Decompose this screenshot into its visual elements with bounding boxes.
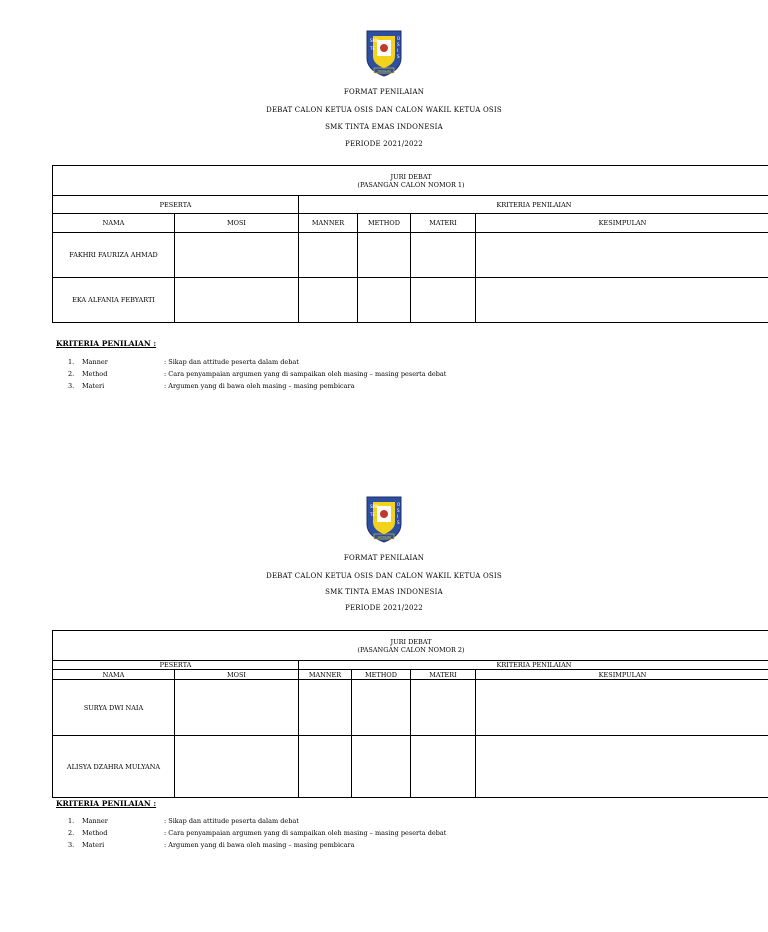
criteria-description: : Cara penyampaian argumen yang di sampaikan oleh masing – masing peserta debat: [164, 370, 447, 378]
criteria-title: KRITERIA PENILAIAN :: [56, 339, 157, 348]
criteria-description: : Argumen yang di bawa oleh masing – masing pembicara: [164, 382, 355, 390]
svg-text:S: S: [397, 54, 400, 59]
mosi-cell[interactable]: [175, 736, 299, 798]
jury-title: JURI DEBAT: [390, 172, 432, 181]
manner-score-cell[interactable]: [299, 278, 358, 323]
pair-label: (PASANGAN CALON NOMOR 1): [357, 180, 465, 189]
svg-text:TE: TE: [370, 512, 375, 517]
svg-text:TE: TE: [370, 46, 375, 51]
assessment-table: [52, 165, 768, 323]
criteria-description: : Cara penyampaian argumen yang di sampaikan oleh masing – masing peserta debat: [164, 829, 447, 837]
mosi-cell[interactable]: [175, 233, 299, 278]
criteria-name: Manner: [82, 817, 108, 825]
kesimpulan-cell[interactable]: [476, 736, 768, 798]
participant-name: ALISYA DZAHRA MULYANA: [53, 736, 175, 798]
kriteria-header: KRITERIA PENILAIAN: [299, 661, 768, 670]
assessment-table: [52, 630, 768, 798]
participant-name: SURYA DWI NAIA: [53, 680, 175, 736]
table-row: [53, 233, 768, 278]
column-header-materi: MATERI: [411, 214, 476, 233]
manner-score-cell[interactable]: [299, 736, 352, 798]
peserta-header: PESERTA: [53, 661, 299, 670]
osis-logo: [364, 494, 404, 544]
materi-score-cell[interactable]: [411, 233, 476, 278]
manner-score-cell[interactable]: [299, 233, 358, 278]
table-row: [53, 736, 768, 798]
table-row: [53, 680, 768, 736]
jury-header: [53, 631, 768, 661]
form-subtitle: DEBAT CALON KETUA OSIS DAN CALON WAKIL KETUA OSIS: [266, 106, 502, 114]
column-header-mosi: MOSI: [175, 214, 299, 233]
method-score-cell[interactable]: [352, 736, 411, 798]
column-header-nama: NAMA: [53, 214, 175, 233]
pair-label: (PASANGAN CALON NOMOR 2): [357, 645, 465, 654]
column-header-materi: MATERI: [411, 670, 476, 680]
school-name: SMK TINTA EMAS INDONESIA: [325, 588, 443, 596]
criteria-name: Materi: [82, 841, 105, 849]
method-score-cell[interactable]: [358, 278, 411, 323]
school-name: SMK TINTA EMAS INDONESIA: [325, 123, 443, 131]
criteria-number: 2.: [68, 370, 75, 378]
materi-score-cell[interactable]: [411, 278, 476, 323]
svg-text:SMK: SMK: [370, 504, 379, 509]
participant-name: FAKHRI FAURIZA AHMAD: [53, 233, 175, 278]
materi-score-cell[interactable]: [411, 680, 476, 736]
criteria-number: 1.: [68, 358, 75, 366]
svg-text:O: O: [397, 36, 401, 41]
method-score-cell[interactable]: [352, 680, 411, 736]
kesimpulan-cell[interactable]: [476, 680, 768, 736]
column-header-nama: NAMA: [53, 670, 175, 680]
svg-text:YAYASAN: YAYASAN: [377, 69, 391, 73]
form-subtitle: DEBAT CALON KETUA OSIS DAN CALON WAKIL KETUA OSIS: [266, 572, 502, 580]
svg-text:O: O: [397, 502, 401, 507]
svg-text:SMK: SMK: [370, 38, 379, 43]
criteria-name: Method: [82, 829, 108, 837]
criteria-description: : Argumen yang di bawa oleh masing – masing pembicara: [164, 841, 355, 849]
svg-text:YAYASAN: YAYASAN: [377, 535, 391, 539]
period-label: PERIODE 2021/2022: [345, 140, 423, 148]
criteria-number: 3.: [68, 382, 75, 390]
column-header-kesimpulan: KESIMPULAN: [476, 214, 768, 233]
table-row: [53, 278, 768, 323]
period-label: PERIODE 2021/2022: [345, 604, 423, 612]
materi-score-cell[interactable]: [411, 736, 476, 798]
svg-text:S: S: [397, 42, 400, 47]
criteria-number: 2.: [68, 829, 75, 837]
form-title: FORMAT PENILAIAN: [343, 554, 425, 562]
manner-score-cell[interactable]: [299, 680, 352, 736]
criteria-name: Materi: [82, 382, 105, 390]
participant-name: EKA ALFANIA FEBYARTI: [53, 278, 175, 323]
svg-text:I: I: [397, 514, 399, 519]
criteria-name: Method: [82, 370, 108, 378]
column-header-method: METHOD: [358, 214, 411, 233]
kriteria-header: KRITERIA PENILAIAN: [299, 196, 768, 214]
method-score-cell[interactable]: [358, 233, 411, 278]
osis-logo: [364, 28, 404, 78]
peserta-header: PESERTA: [53, 196, 299, 214]
criteria-title: KRITERIA PENILAIAN :: [56, 799, 157, 808]
column-header-kesimpulan: KESIMPULAN: [476, 670, 768, 680]
criteria-number: 3.: [68, 841, 75, 849]
form-title: FORMAT PENILAIAN: [343, 88, 425, 96]
svg-text:I: I: [397, 48, 399, 53]
mosi-cell[interactable]: [175, 278, 299, 323]
jury-header: [53, 166, 768, 196]
mosi-cell[interactable]: [175, 680, 299, 736]
column-header-manner: MANNER: [299, 214, 358, 233]
criteria-description: : Sikap dan attitude peserta dalam debat: [164, 817, 299, 825]
column-header-manner: MANNER: [299, 670, 352, 680]
column-header-mosi: MOSI: [175, 670, 299, 680]
criteria-description: : Sikap dan attitude peserta dalam debat: [164, 358, 299, 366]
jury-title: JURI DEBAT: [390, 637, 432, 646]
column-header-method: METHOD: [352, 670, 411, 680]
assessment-form-2: [0, 466, 768, 932]
criteria-number: 1.: [68, 817, 75, 825]
criteria-name: Manner: [82, 358, 108, 366]
kesimpulan-cell[interactable]: [476, 278, 768, 323]
svg-text:S: S: [397, 508, 400, 513]
kesimpulan-cell[interactable]: [476, 233, 768, 278]
svg-text:S: S: [397, 520, 400, 525]
